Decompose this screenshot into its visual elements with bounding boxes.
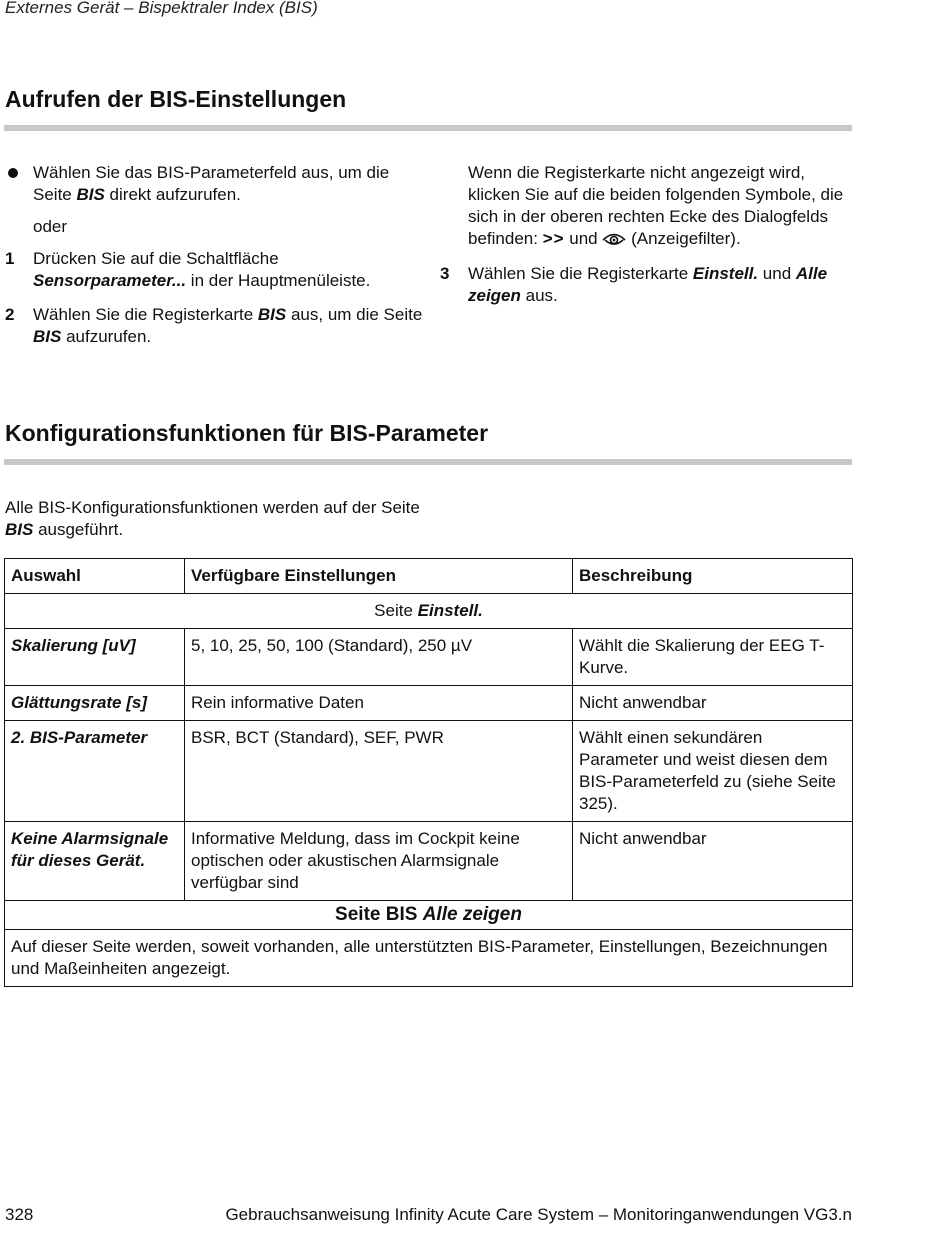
right-column (440, 162, 860, 307)
eye-icon (602, 231, 626, 253)
step-number: 2 (5, 305, 15, 324)
table-header-row (5, 559, 853, 594)
step-number: 1 (5, 249, 15, 268)
step-3: 3 Wählen Sie die Registerkarte Einstell. und Alle zeigen aus. (440, 264, 828, 305)
double-chevron-icon: >> (542, 229, 565, 248)
table-row: Glättungsrate [s] Rein informative Daten Nicht anwendbar (5, 686, 853, 721)
table-row: 2. BIS-Parameter BSR, BCT (Standard), SEF, PWR Wählt einen sekundären Parameter und weist diesen dem BIS-Parameterfeld zu (siehe Seite 325). (5, 721, 853, 822)
step-2: 2 Wählen Sie die Registerkarte BIS aus, um die Seite BIS aufzurufen. (5, 305, 423, 346)
header-settings: Verfügbare Einstellungen (185, 559, 573, 594)
left-column (5, 162, 425, 348)
config-table (4, 558, 853, 987)
step-1: 1 Drücken Sie auf die Schaltfläche Sensorparameter... in der Hauptmenüleiste. (5, 249, 371, 290)
section-title-config: Konfigurationsfunktionen für BIS-Parameter (5, 420, 489, 446)
table-row: Skalierung [uV] 5, 10, 25, 50, 100 (Standard), 250 µV Wählt die Skalierung der EEG T-Kurve. (5, 629, 853, 686)
intro-paragraph: Alle BIS-Konfigurationsfunktionen werden auf der Seite BIS ausgeführt. (5, 498, 420, 539)
table-subheader-all: Seite BIS Alle zeigen (5, 901, 853, 930)
running-head: Externes Gerät – Bispektraler Index (BIS) (5, 0, 318, 17)
table-row: Keine Alarmsignale für dieses Gerät. Informative Meldung, dass im Cockpit keine optischen oder akustischen Alarmsignale verfügbar sind Nicht anwendbar (5, 822, 853, 901)
header-description: Beschreibung (573, 559, 853, 594)
section-title-bis-settings: Aufrufen der BIS-Einstellungen (5, 86, 347, 112)
step-number: 3 (440, 264, 450, 283)
header-auswahl: Auswahl (5, 559, 185, 594)
section-rule (4, 459, 852, 465)
section-rule (4, 125, 852, 131)
or-text: oder (33, 217, 68, 236)
page-number: 328 (5, 1205, 34, 1224)
bullet-item: Wählen Sie das BIS-Parameterfeld aus, um die Seite BIS direkt aufzurufen. (5, 162, 425, 206)
table-row-all: Auf dieser Seite werden, soweit vorhanden, alle unterstützten BIS-Parameter, Einstellungen, Bezeichnungen und Maßeinheiten angezeigt. (5, 930, 853, 987)
footer-title: Gebrauchsanweisung Infinity Acute Care System – Monitoringanwendungen VG3.n (225, 1205, 852, 1224)
table-subheader-einstell: Seite Einstell. (5, 594, 853, 629)
note-paragraph: Wenn die Registerkarte nicht angezeigt wird, klicken Sie auf die beiden folgenden Symbole, die sich in der oberen rechten Ecke des Dialogfelds befinden: >> und (Anzeigefilter). (440, 162, 860, 253)
bullet-icon (8, 168, 18, 178)
